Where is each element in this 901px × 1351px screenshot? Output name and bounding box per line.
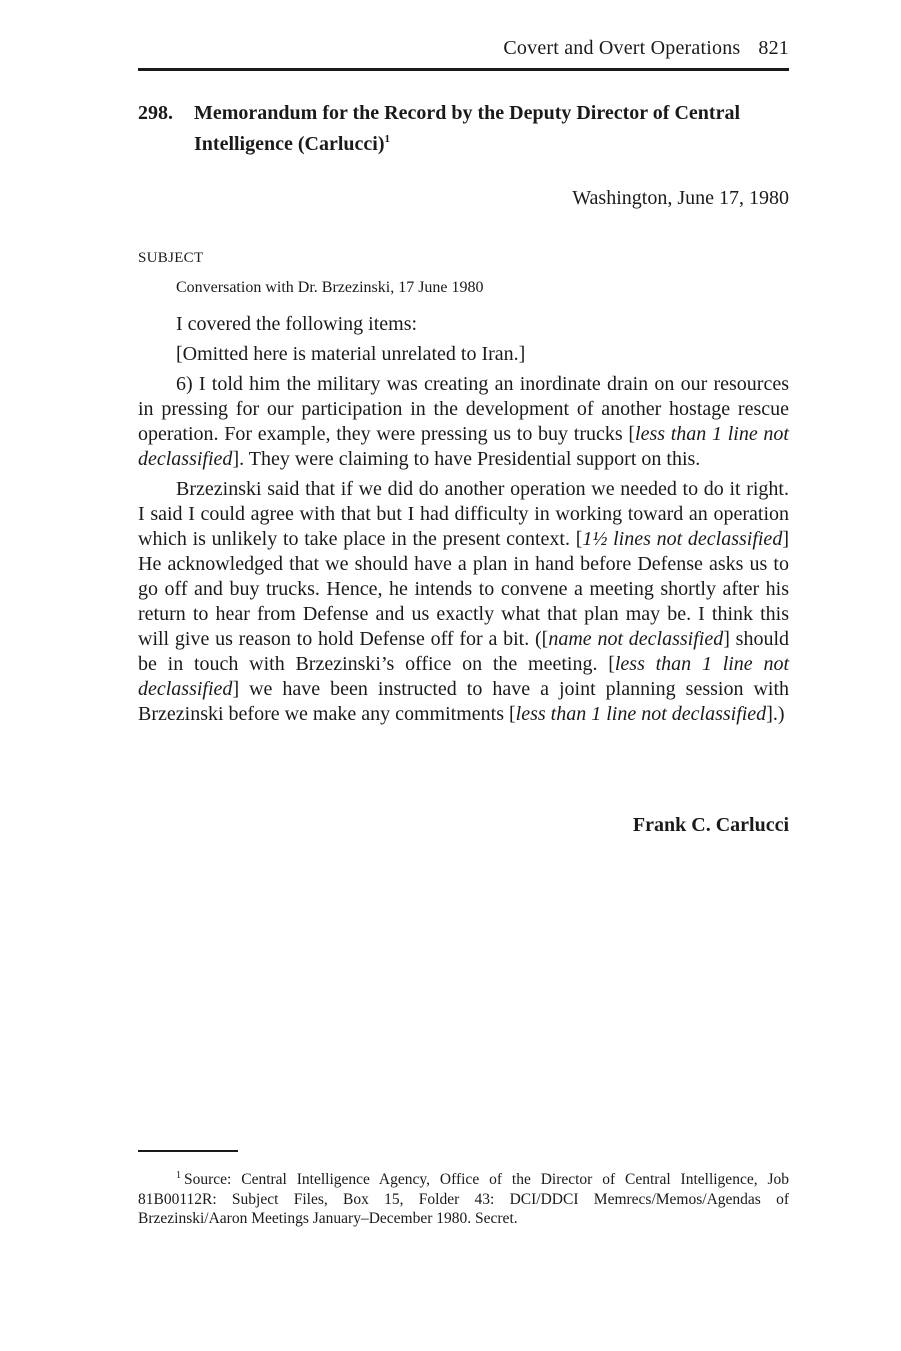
running-head: [138, 37, 789, 60]
subject-label: SUBJECT: [138, 250, 204, 266]
paragraph-4-text-d: ] we have been instructed to have a joint planning session with Brzezinski before we make any commitments [: [138, 678, 789, 725]
paragraph-3-text-a: 6) I told him the military was creating an inordinate drain on our resources in pressing for our participation in the development of another hostage rescue operation. For example, they were pressing us to buy trucks [: [138, 373, 789, 445]
header-rule: [138, 68, 789, 71]
footnote: [138, 1166, 789, 1229]
paragraph-4-text-c: ] should be in touch with Brzezinski’s office on the meeting. [: [138, 628, 789, 675]
paragraph-3-text-b: ]. They were claiming to have Presidential support on this.: [232, 448, 701, 470]
document-title: [194, 100, 789, 157]
not-declassified-note: less than 1 line not declassified: [138, 423, 789, 470]
document-heading: [138, 100, 789, 157]
dateline: Washington, June 17, 1980: [572, 187, 789, 209]
paragraph-4-text-e: ].): [766, 703, 785, 725]
not-declassified-note: name not declassified: [548, 628, 724, 650]
running-head-section: Covert and Overt Operations: [503, 37, 741, 59]
document-title-text: Memorandum for the Record by the Deputy Director of Central Intelligence (Carlucci): [194, 102, 741, 155]
footnote-number: 1: [176, 1170, 181, 1181]
subject-text: Conversation with Dr. Brzezinski, 17 June 1980: [176, 279, 484, 296]
memo-body: [138, 312, 789, 732]
paragraph-4-text-b: ] He acknowledged that we should have a plan in hand before Defense asks us to go off and buy trucks. Hence, he intends to convene a meeting shortly after his return to hear from Defense and us exactly what that plan may be. I think this will give us reason to hold Defense off for a bit. ([: [138, 528, 789, 650]
not-declassified-note: less than 1 line not declassified: [515, 703, 767, 725]
document-number: 298.: [138, 102, 173, 124]
paragraph-3: [138, 372, 789, 472]
footnote-rule: [138, 1150, 238, 1152]
paragraph-4: [138, 477, 789, 727]
footnote-ref[interactable]: 1: [384, 133, 390, 145]
paragraph-4-text-a: Brzezinski said that if we did do another operation we needed to do it right. I said I could agree with that but I had difficulty in working toward an operation which is unlikely to take place in the present context. [: [138, 478, 789, 550]
not-declassified-note: 1½ lines not declassified: [582, 528, 783, 550]
footnote-text: Source: Central Intelligence Agency, Office of the Director of Central Intelligence, Job 81B00112R: Subject Files, Box 15, Folder 43: DCI/DDCI Memrecs/Memos/Agendas of Brzezinski/Aaron Meetings January–December 1980. Secret.: [138, 1171, 789, 1227]
signature: Frank C. Carlucci: [632, 814, 789, 836]
not-declassified-note: less than 1 line not declassified: [138, 653, 789, 700]
page-number: 821: [758, 37, 789, 59]
paragraph-2: [Omitted here is material unrelated to Iran.]: [176, 343, 526, 365]
paragraph-1: I covered the following items:: [176, 313, 418, 335]
